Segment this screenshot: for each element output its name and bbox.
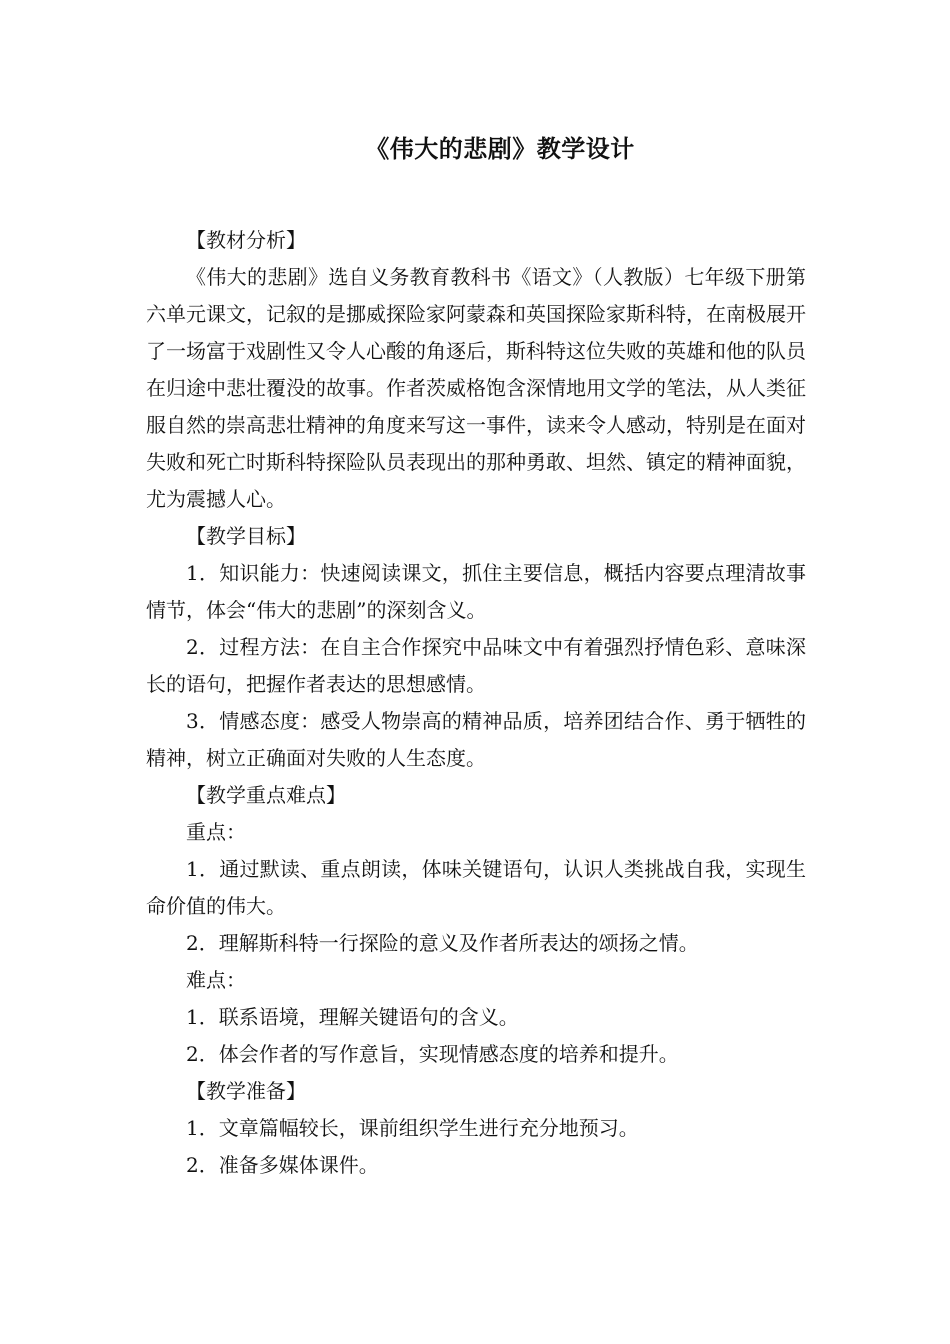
analysis-paragraph: 《伟大的悲剧》选自义务教育教科书《语文》（人教版）七年级下册第六单元课文，记叙的是挪威探险家阿蒙森和英国探险家斯科特，在南极展开了一场富于戏剧性又令人心酸的角逐后，斯科特这位失败的英雄和他的队员在归途中悲壮覆没的故事。作者茨威格饱含深情地用文学的笔法，从人类征服自然的崇高悲壮精神的角度来写这一事件，读来令人感动，特别是在面对失败和死亡时斯科特探险队员表现出的那种勇敢、坦然、镇定的精神面貌，尤为震撼人心。: [146, 265, 806, 511]
preparation-item: 2．准备多媒体课件。: [186, 1153, 379, 1177]
focus-item: 2．理解斯科特一行探险的意义及作者所表达的颂扬之情。: [186, 931, 699, 955]
difficulty-item: 1．联系语境，理解关键语句的含义。: [186, 1005, 519, 1029]
difficulty-item: 2．体会作者的写作意旨，实现情感态度的培养和提升。: [186, 1042, 679, 1066]
section-heading-objectives: 【教学目标】: [186, 524, 306, 548]
objective-item: 1．知识能力：快速阅读课文，抓住主要信息，概括内容要点理清故事情节，体会“伟大的悲剧”的深刻含义。: [146, 561, 806, 622]
document-title: 《伟大的悲剧》教学设计: [365, 135, 635, 163]
section-heading-analysis: 【教材分析】: [186, 228, 306, 252]
difficulty-label: 难点：: [186, 968, 246, 992]
objective-item: 2．过程方法：在自主合作探究中品味文中有着强烈抒情色彩、意味深长的语句，把握作者表达的思想感情。: [146, 635, 806, 696]
preparation-item: 1．文章篇幅较长，课前组织学生进行充分地预习。: [186, 1116, 639, 1140]
document-body: [146, 222, 806, 1184]
objective-item: 3．情感态度：感受人物崇高的精神品质，培养团结合作、勇于牺牲的精神，树立正确面对失败的人生态度。: [146, 709, 806, 770]
section-heading-key-points: 【教学重点难点】: [186, 783, 346, 807]
focus-label: 重点：: [186, 820, 246, 844]
section-heading-preparation: 【教学准备】: [186, 1079, 306, 1103]
focus-item: 1．通过默读、重点朗读，体味关键语句，认识人类挑战自我，实现生命价值的伟大。: [146, 857, 806, 918]
